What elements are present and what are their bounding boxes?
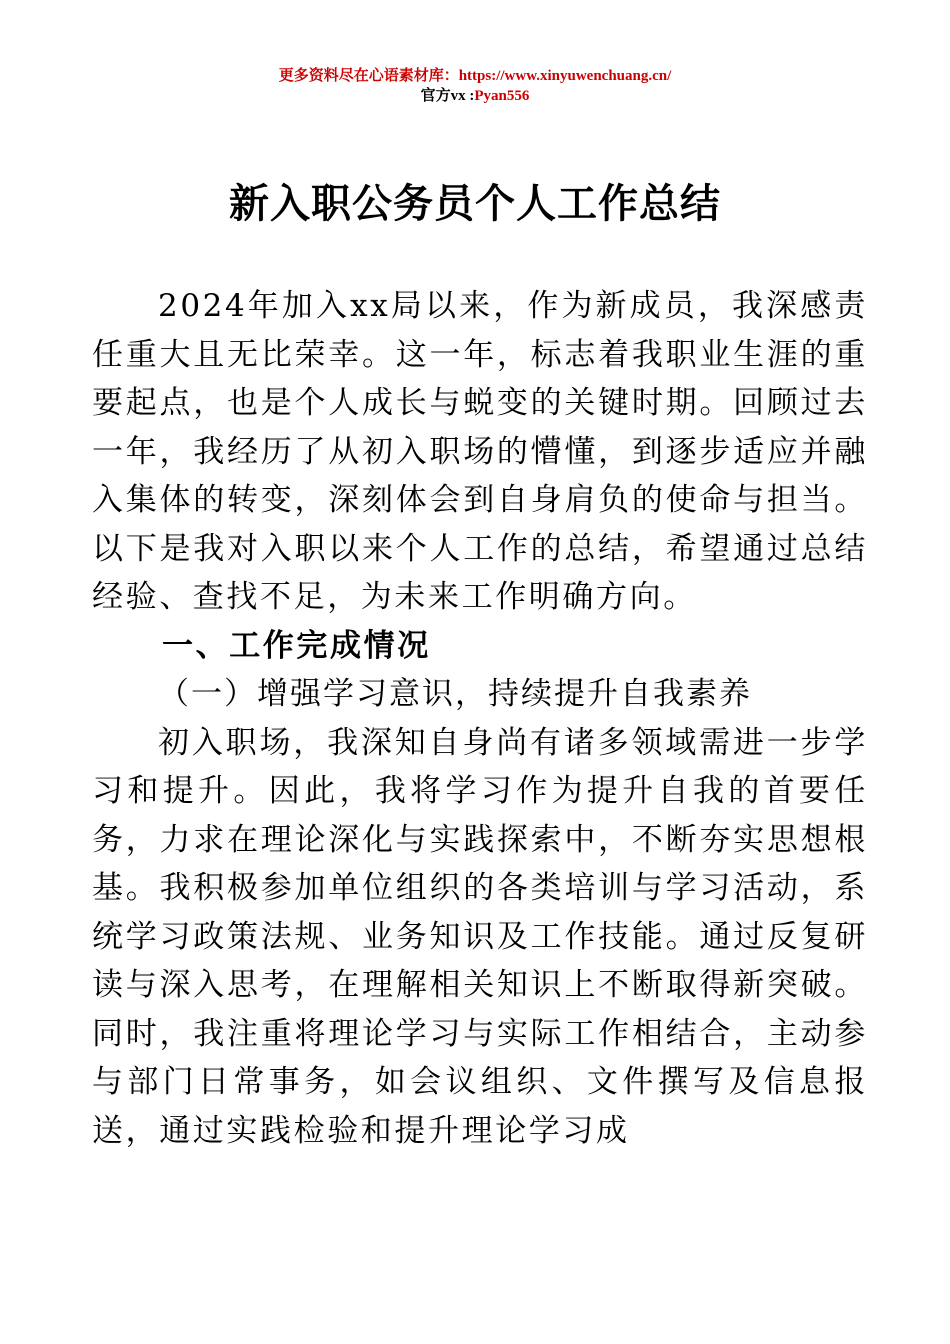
header-url-link[interactable]: https://www.xinyuwenchuang.cn/ [458, 68, 672, 84]
section-heading: 一、工作完成情况 [162, 627, 431, 664]
header-line-2 [0, 86, 950, 106]
document-body [92, 282, 868, 1155]
header-line-1 [0, 66, 950, 86]
subsection-paragraph: 初入职场，我深知自身尚有诸多领域需进一步学习和提升。因此，我将学习作为提升自我的首要任务，力求在理论深化与实践探索中，不断夯实思想根基。我积极参加单位组织的各类培训与学习活动，系统学习政策法规、业务知识及工作技能。通过反复研读与深入思考，在理解相关知识上不断取得新突破。同时，我注重将理论学习与实际工作相结合，主动参与部门日常事务，如会议组织、文件撰写及信息报送，通过实践检验和提升理论学习成 [92, 724, 868, 1149]
source-header [0, 66, 950, 106]
subsection-heading: （一）增强学习意识，持续提升自我素养 [158, 676, 752, 712]
header-label: 更多资料尽在心语素材库： [278, 68, 459, 84]
intro-paragraph: 2024年加入xx局以来，作为新成员，我深感责任重大且无比荣幸。这一年，标志着我职业生涯的重要起点，也是个人成长与蜕变的关键时期。回顾过去一年，我经历了从初入职场的懵懂，到逐步适应并融入集体的转变，深刻体会到自身肩负的使命与担当。以下是我对入职以来个人工作的总结，希望通过总结经验、查找不足，为未来工作明确方向。 [92, 288, 868, 615]
header-vx-value: Pyan556 [474, 88, 530, 104]
header-vx-label: 官方vx : [420, 88, 475, 104]
document-title: 新入职公务员个人工作总结 [229, 181, 721, 227]
